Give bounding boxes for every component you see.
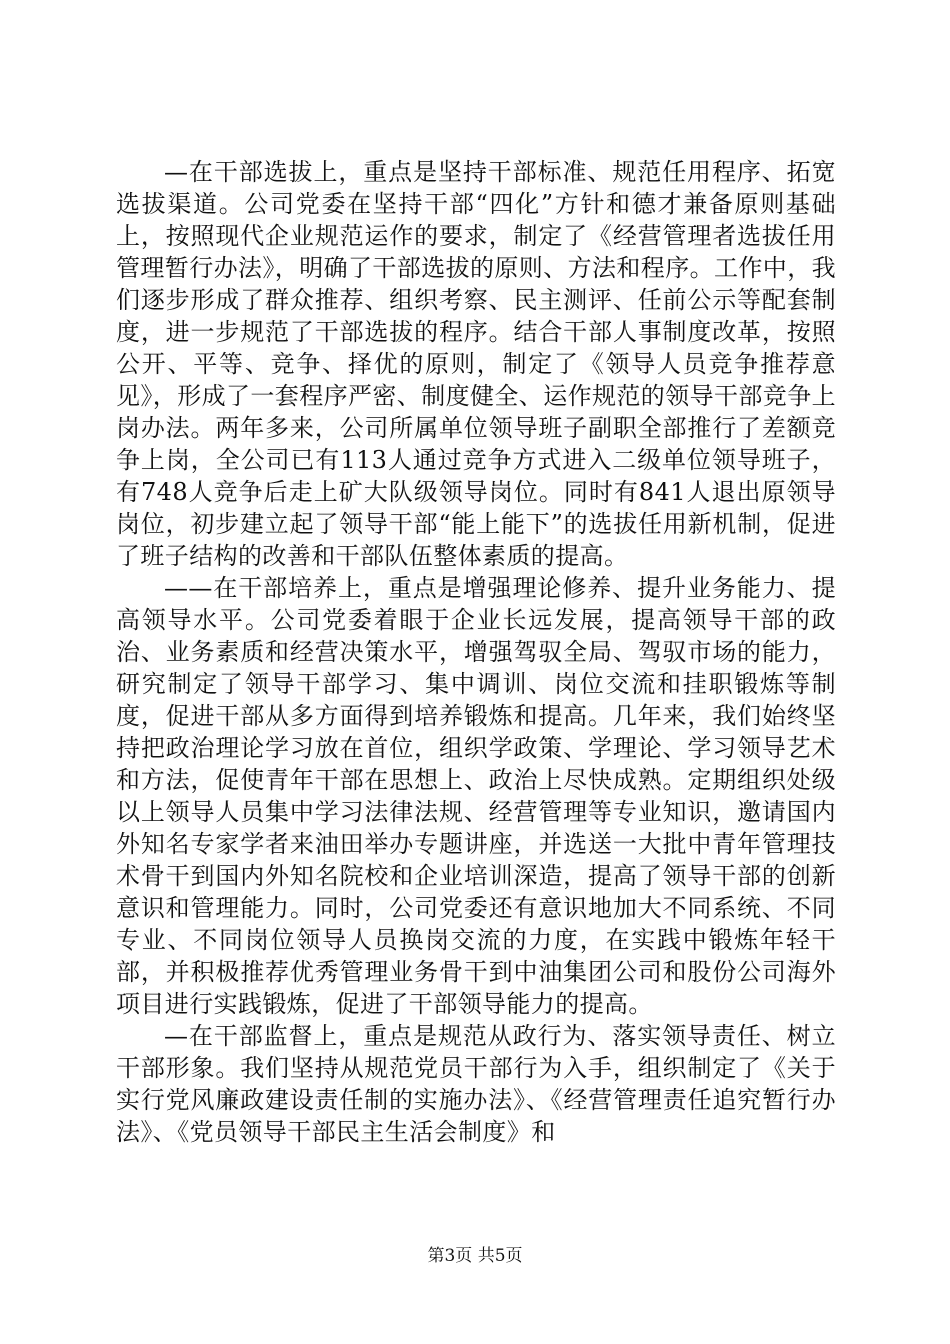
page-number-footer: 第3页 共5页 <box>427 1246 523 1266</box>
paragraph-cadre-selection: —在干部选拔上，重点是坚持干部标准、规范任用程序、拓宽选拔渠道。公司党委在坚持干部“四化”方针和德才兼备原则基础上，按照现代企业规范运作的要求，制定了《经营管理者选拔任用管理暂行办法》，明确了干部选拔的原则、方法和程序。工作中，我们逐步形成了群众推荐、组织考察、民主测评、任前公示等配套制度，进一步规范了干部选拔的程序。结合干部人事制度改革，按照公开、平等、竞争、择优的原则，制定了《领导人员竞争推荐意见》，形成了一套程序严密、制度健全、运作规范的领导干部竞争上岗办法。两年多来，公司所属单位领导班子副职全部推行了差额竞争上岗，全公司已有113人通过竞争方式进入二级单位领导班子，有748人竞争后走上矿大队级领导岗位。同时有841人退出原领导岗位，初步建立起了领导干部“能上能下”的选拔任用新机制，促进了班子结构的改善和干部队伍整体素质的提高。 <box>116 158 836 570</box>
document-body <box>116 156 836 1148</box>
paragraph-cadre-supervision: —在干部监督上，重点是规范从政行为、落实领导责任、树立干部形象。我们坚持从规范党员干部行为入手，组织制定了《关于实行党风廉政建设责任制的实施办法》、《经营管理责任追究暂行办法》、《党员领导干部民主生活会制度》和 <box>116 1022 836 1146</box>
paragraph-cadre-training: ——在干部培养上，重点是增强理论修养、提升业务能力、提高领导水平。公司党委着眼于企业长远发展，提高领导干部的政治、业务素质和经营决策水平，增强驾驭全局、驾驭市场的能力，研究制定了领导干部学习、集中调训、岗位交流和挂职锻炼等制度，促进干部从多方面得到培养锻炼和提高。几年来，我们始终坚持把政治理论学习放在首位，组织学政策、学理论、学习领导艺术和方法，促使青年干部在思想上、政治上尽快成熟。定期组织处级以上领导人员集中学习法律法规、经营管理等专业知识，邀请国内外知名专家学者来油田举办专题讲座，并选送一大批中青年管理技术骨干到国内外知名院校和企业培训深造，提高了领导干部的创新意识和管理能力。同时，公司党委还有意识地加大不同系统、不同专业、不同岗位领导人员换岗交流的力度，在实践中锻炼年轻干部，并积极推荐优秀管理业务骨干到中油集团公司和股份公司海外项目进行实践锻炼，促进了干部领导能力的提高。 <box>116 574 836 1018</box>
